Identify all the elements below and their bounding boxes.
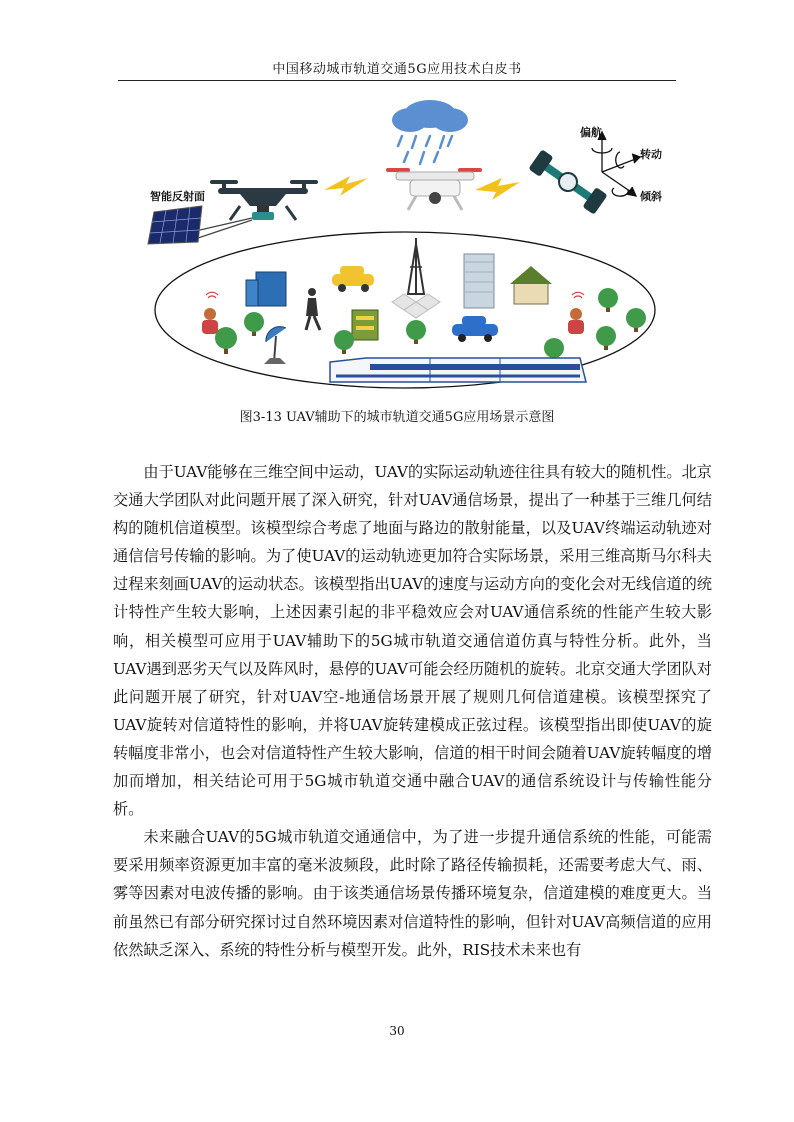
tree-icon xyxy=(215,327,237,354)
rain-cloud-icon xyxy=(392,100,468,164)
running-header: 中国移动城市轨道交通5G应用技术白皮书 xyxy=(272,62,522,77)
figure-caption: 图3-13 UAV辅助下的城市轨道交通5G应用场景示意图 xyxy=(239,410,555,425)
satellite-dish-icon xyxy=(264,327,286,364)
yellow-car-icon xyxy=(332,266,374,292)
office-building-icon xyxy=(352,310,378,340)
user-with-phone-icon xyxy=(568,292,584,334)
reflector-label: 智能反射面 xyxy=(150,190,205,203)
train-icon xyxy=(330,358,586,382)
roll-label: 转动 xyxy=(640,148,662,161)
page-number: 30 xyxy=(389,1024,405,1038)
body-paragraph: 未来融合UAV的5G城市轨道交通通信中，为了进一步提升通信系统的性能，可能需要采用频率资源更加丰富的毫米波频段，此时除了路径传输损耗，还需要考虑大气、雨、雾等因素对电波传播的影响。由于该类通信场景传播环境复杂，信道建模的难度更大。当前虽然已有部分研究探讨过自然环境因素对信道特性的影响，但针对UAV高频信道的应用依然缺乏深入、系统的特性分析与模型开发。此外，RIS技术未来也有 xyxy=(113,828,712,959)
center-drone-icon xyxy=(386,168,482,210)
rotated-drone-icon xyxy=(528,149,607,215)
user-with-phone-icon xyxy=(202,292,218,334)
uav-scenario-figure xyxy=(140,92,680,397)
body-paragraph: 由于UAV能够在三维空间中运动，UAV的实际运动轨迹往往具有较大的随机性。北京交通大学团队对此问题开展了深入研究，针对UAV通信场景，提出了一种基于三维几何结构的随机信道模型。该模型综合考虑了地面与路边的散射能量，以及UAV终端运动轨迹对通信信号传输的影响。为了使UAV的运动轨迹更加符合实际场景，采用三维高斯马尔科夫过程来刻画UAV的运动状态。该模型指出UAV的速度与运动方向的变化会对无线信道的统计特性产生较大影响，上述因素引起的非平稳效应会对UAV通信系统的性能产生较大影响，相关模型可应用于UAV辅助下的5G城市轨道交通信道仿真与特性分析。此外，当UAV遇到恶劣天气以及阵风时，悬停的UAV可能会经历随机的旋转。北京交通大学团队对此问题开展了研究，针对UAV空-地通信场景开展了规则几何信道建模。该模型探究了UAV旋转对信道特性的影响，并将UAV旋转建模成正弦过程。该模型指出即使UAV的旋转幅度非常小，也会对信道特性产生较大影响，信道的相干时间会随着UAV旋转幅度的增加而增加，相关结论可用于5G城市轨道交通中融合UAV的通信系统设计与传输性能分析。 xyxy=(113,463,712,819)
tree-icon xyxy=(596,326,616,350)
tree-icon xyxy=(598,288,618,312)
tree-icon xyxy=(626,308,646,332)
tree-icon xyxy=(334,330,354,354)
house-icon xyxy=(510,266,552,304)
tree-icon xyxy=(244,312,264,336)
blue-car-icon xyxy=(452,316,498,342)
cell-tower-icon xyxy=(392,238,440,318)
header-divider xyxy=(118,80,676,81)
person-icon xyxy=(306,288,320,330)
tree-icon xyxy=(406,320,426,344)
left-drone-icon xyxy=(210,180,318,220)
lightning-bolt-icon xyxy=(324,176,368,196)
body-text xyxy=(113,458,712,964)
yaw-label: 偏航 xyxy=(580,126,602,139)
tall-building-icon xyxy=(464,254,494,308)
lightning-bolt-icon xyxy=(475,178,520,200)
rotation-axes-icon xyxy=(592,132,640,196)
building-icon xyxy=(246,272,286,306)
pitch-label: 倾斜 xyxy=(640,190,662,203)
